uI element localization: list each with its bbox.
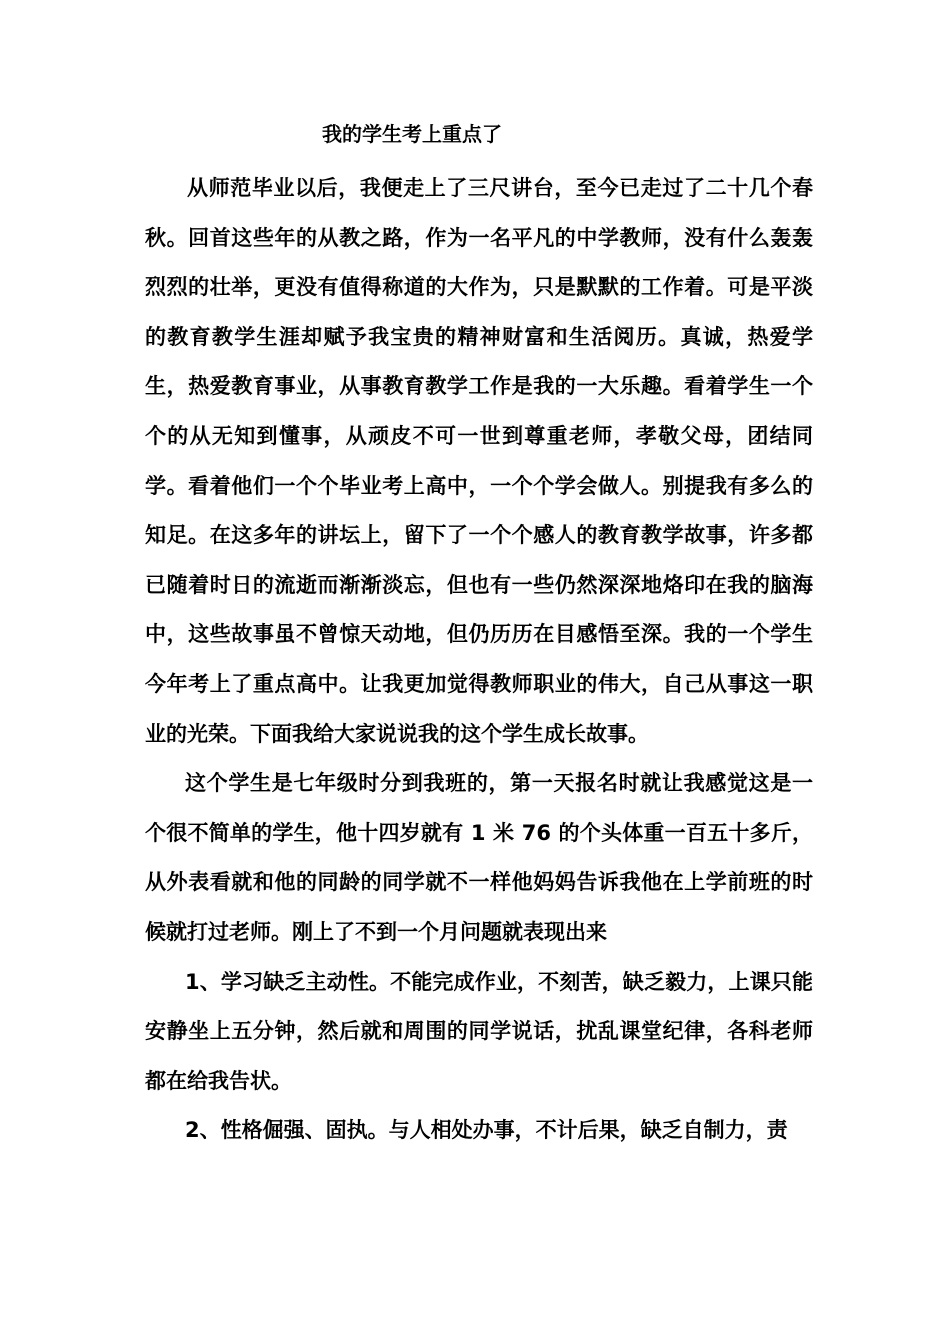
paragraph-point-1: 1、学习缺乏主动性。不能完成作业，不刻苦，缺乏毅力，上课只能安静坐上五分钟，然后就和周围的同学说话，扰乱课堂纪律，各科老师都在给我告状。 (145, 969, 813, 1093)
document-body (145, 164, 813, 1156)
paragraph-point-2: 2、性格倔强、固执。与人相处办事，不计后果，缺乏自制力，责 (185, 1118, 788, 1143)
paragraph-student-description: 这个学生是七年级时分到我班的，第一天报名时就让我感觉这是一个很不简单的学生，他十四岁就有 1 米 76 的个头体重一百五十多斤，从外表看就和他的同龄的同学就不一样他妈妈告诉我他在上学前班的时候就打过老师。刚上了不到一个月问题就表现出来 (145, 771, 813, 944)
paragraph-intro: 从师范毕业以后，我便走上了三尺讲台，至今已走过了二十几个春秋。回首这些年的从教之路，作为一名平凡的中学教师，没有什么轰轰烈烈的壮举，更没有值得称道的大作为，只是默默的工作着。可是平淡的教育教学生涯却赋予我宝贵的精神财富和生活阅历。真诚，热爱学生，热爱教育事业，从事教育教学工作是我的一大乐趣。看着学生一个个的从无知到懂事，从顽皮不可一世到尊重老师，孝敬父母，团结同学。看着他们一个个毕业考上高中，一个个学会做人。别提我有多么的知足。在这多年的讲坛上，留下了一个个感人的教育教学故事，许多都已随着时日的流逝而渐渐淡忘，但也有一些仍然深深地烙印在我的脑海中，这些故事虽不曾惊天动地，但仍历历在目感悟至深。我的一个学生今年考上了重点高中。让我更加觉得教师职业的伟大，自己从事这一职业的光荣。下面我给大家说说我的这个学生成长故事。 (145, 176, 813, 746)
document-title: 我的学生考上重点了 (322, 122, 502, 146)
